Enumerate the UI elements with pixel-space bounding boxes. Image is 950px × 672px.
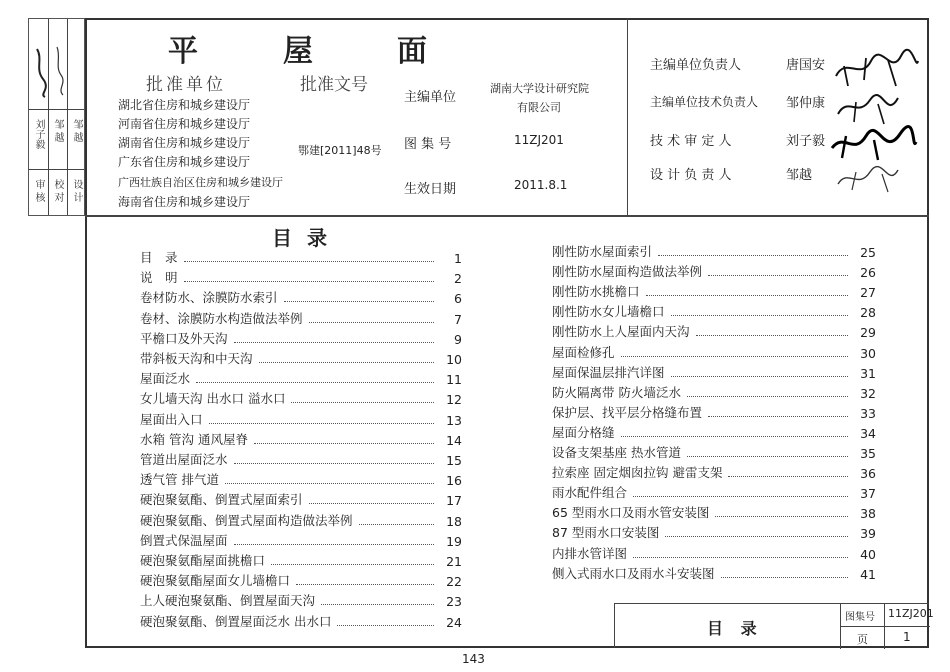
toc-row [140, 268, 462, 286]
toc-leader-dots [184, 261, 434, 262]
name-chief-unit-head: 唐国安 [786, 58, 826, 73]
toc-row [552, 564, 876, 582]
toc-leader-dots [728, 476, 848, 477]
toc-leader-dots [633, 557, 848, 558]
role-design-head: 设 计 负 责 人 [650, 168, 732, 183]
toc-entry-label: 卷材、涂膜防水构造做法举例 [140, 310, 303, 326]
toc-entry-label: 水箱 管沟 通风屋脊 [140, 431, 248, 447]
toc-leader-dots [291, 402, 434, 403]
toc-entry-page: 6 [454, 291, 462, 307]
toc-entry-page: 16 [446, 473, 462, 489]
atlas-no-label: 图 集 号 [404, 137, 452, 152]
toc-row [552, 523, 876, 541]
toc-row [552, 463, 876, 481]
approval-doc-label: 批准文号 [300, 75, 368, 95]
toc-entry-label: 平檐口及外天沟 [140, 330, 228, 346]
toc-entry-label: 刚性防水挑檐口 [552, 284, 640, 300]
toc-leader-dots [225, 483, 434, 484]
toc-entry-page: 32 [860, 385, 876, 401]
toc-entry-label: 目 录 [140, 250, 178, 265]
approval-unit-6: 海南省住房和城乡建设厅 [118, 195, 251, 209]
name-technical-reviewer: 刘子毅 [786, 134, 826, 149]
toc-entry-label: 屋面泛水 [140, 371, 191, 387]
toc-row [140, 410, 462, 428]
approval-unit-1: 湖北省住房和城乡建设厅 [118, 98, 251, 112]
toc-row [140, 309, 462, 327]
toc-leader-dots [646, 295, 848, 296]
toc-row [552, 483, 876, 501]
toc-leader-dots [708, 416, 848, 417]
approval-unit-label: 批准单位 [146, 75, 226, 95]
effective-date-value: 2011.8.1 [514, 178, 568, 192]
toc-entry-page: 1 [454, 251, 462, 266]
name-tech-head: 邹仲康 [786, 96, 826, 111]
toc-entry-label: 透气管 排气道 [140, 472, 219, 488]
toc-leader-dots [254, 443, 434, 444]
title-char-2: 屋 [283, 34, 313, 69]
toc-row [552, 363, 876, 381]
toc-entry-page: 34 [860, 425, 876, 441]
toc-leader-dots [209, 423, 434, 424]
toc-title: 目 录 [272, 226, 331, 250]
toc-entry-label: 侧入式雨水口及雨水斗安装图 [552, 565, 715, 581]
toc-leader-dots [196, 382, 434, 383]
toc-row [140, 389, 462, 407]
toc-row [140, 551, 462, 569]
toc-entry-label: 87 型雨水口安装图 [552, 525, 660, 541]
toc-row [552, 343, 876, 361]
approval-unit-4: 广东省住房和城乡建设厅 [118, 155, 251, 169]
chief-unit-value-2: 有限公司 [517, 101, 561, 114]
toc-entry-label: 刚性防水上人屋面内天沟 [552, 324, 690, 340]
toc-row [552, 383, 876, 401]
toc-leader-dots [284, 301, 434, 302]
toc-row [552, 282, 876, 300]
toc-entry-label: 屋面分格缝 [552, 424, 615, 440]
toc-entry-label: 刚性防水屋面索引 [552, 244, 653, 259]
toc-entry-page: 27 [860, 285, 876, 301]
header-divider [627, 18, 628, 216]
toc-row [140, 470, 462, 488]
toc-entry-label: 刚性防水女儿墙檐口 [552, 304, 665, 320]
toc-leader-dots [687, 396, 848, 397]
toc-entry-page: 36 [860, 466, 876, 482]
toc-entry-page: 39 [860, 526, 876, 542]
toc-row [552, 443, 876, 461]
toc-entry-page: 35 [860, 446, 876, 461]
approval-doc-no: 鄂建[2011]48号 [298, 144, 382, 157]
toc-entry-page: 25 [860, 245, 876, 260]
title-block-atlas-label: 图集号 [845, 612, 875, 623]
toc-row [140, 571, 462, 589]
title-block [614, 603, 934, 648]
toc-row [552, 302, 876, 320]
toc-entry-label: 上人硬泡聚氨酯、倒置屋面天沟 [140, 593, 316, 609]
toc-entry-page: 18 [446, 513, 462, 529]
toc-entry-label: 管道出屋面泛水 [140, 452, 228, 467]
toc-entry-page: 40 [860, 546, 876, 562]
toc-entry-page: 30 [860, 345, 876, 361]
toc-row [140, 248, 462, 266]
toc-row [140, 531, 462, 549]
toc-entry-page: 11 [446, 372, 462, 388]
toc-row [140, 591, 462, 609]
toc-leader-dots [309, 322, 434, 323]
toc-row [552, 322, 876, 340]
toc-entry-page: 12 [446, 392, 462, 408]
strip-label-design: 设 计 [71, 179, 82, 203]
toc-leader-dots [658, 255, 848, 256]
strip-name-design: 邹 越 [71, 119, 82, 143]
toc-row [552, 403, 876, 421]
toc-entry-label: 65 型雨水口及雨水管安装图 [552, 505, 710, 521]
toc-leader-dots [721, 577, 848, 578]
toc-leader-dots [621, 356, 848, 357]
toc-leader-dots [621, 436, 848, 437]
toc-leader-dots [271, 564, 434, 565]
toc-entry-page: 9 [454, 331, 462, 347]
toc-leader-dots [321, 604, 434, 605]
toc-leader-dots [359, 524, 434, 525]
toc-entry-page: 26 [860, 265, 876, 281]
toc-entry-label: 设备支架基座 热水管道 [552, 445, 681, 460]
title-char-3: 面 [397, 34, 427, 69]
title-char-1: 平 [168, 34, 198, 69]
toc-entry-page: 24 [446, 614, 462, 630]
approval-unit-5: 广西壮族自治区住房和城乡建设厅 [118, 176, 283, 189]
toc-entry-page: 19 [446, 533, 462, 549]
toc-entry-page: 13 [446, 412, 462, 428]
toc-row [552, 423, 876, 441]
title-block-page-value: 1 [903, 630, 911, 644]
toc-leader-dots [234, 544, 434, 545]
toc-entry-page: 29 [860, 325, 876, 341]
toc-entry-page: 28 [860, 305, 876, 321]
toc-entry-page: 22 [446, 574, 462, 590]
toc-entry-label: 内排水管详图 [552, 545, 628, 561]
toc-leader-dots [259, 362, 434, 363]
toc-row [140, 430, 462, 448]
toc-row [552, 242, 876, 260]
toc-row [140, 369, 462, 387]
toc-entry-page: 2 [454, 271, 462, 287]
toc-entry-page: 41 [860, 566, 876, 582]
toc-entry-page: 10 [446, 352, 462, 367]
toc-leader-dots [687, 456, 848, 457]
toc-entry-label: 硬泡聚氨酯、倒置屋面泛水 出水口 [140, 613, 332, 629]
toc-leader-dots [296, 584, 434, 585]
effective-date-label: 生效日期 [404, 182, 457, 197]
toc-entry-page: 21 [446, 554, 462, 569]
toc-leader-dots [696, 335, 848, 336]
role-technical-reviewer: 技 术 审 定 人 [650, 134, 732, 149]
toc-entry-page: 37 [860, 486, 876, 502]
toc-leader-dots [633, 496, 848, 497]
title-block-atlas-value: 11ZJ201 [888, 607, 934, 620]
toc-entry-page: 33 [860, 405, 876, 421]
toc-entry-label: 硬泡聚氨酯屋面挑檐口 [140, 553, 266, 568]
toc-row [552, 503, 876, 521]
toc-leader-dots [234, 463, 434, 464]
toc-row [140, 288, 462, 306]
role-tech-head: 主编单位技术负责人 [650, 95, 759, 109]
toc-row [140, 490, 462, 508]
toc-row [140, 612, 462, 630]
toc-leader-dots [708, 275, 848, 276]
toc-leader-dots [309, 503, 434, 504]
toc-row [140, 511, 462, 529]
toc-entry-label: 屋面检修孔 [552, 344, 615, 360]
toc-leader-dots [184, 281, 434, 282]
title-block-page-label: 页 [857, 633, 868, 646]
toc-entry-label: 带斜板天沟和中天沟 [140, 351, 253, 366]
header-bottom-line [85, 215, 929, 217]
toc-entry-page: 15 [446, 453, 462, 468]
signatures-image [826, 36, 926, 196]
toc-entry-page: 38 [860, 506, 876, 522]
toc-entry-label: 硬泡聚氨酯屋面女儿墙檐口 [140, 573, 291, 589]
toc-entry-page: 7 [454, 311, 462, 327]
strip-label-review: 审 核 [33, 179, 44, 203]
chief-unit-value-1: 湖南大学设计研究院 [490, 82, 589, 95]
toc-leader-dots [715, 516, 848, 517]
atlas-no-value: 11ZJ201 [514, 133, 564, 147]
toc-leader-dots [234, 342, 434, 343]
toc-entry-label: 屋面出入口 [140, 411, 203, 427]
strip-name-review: 刘子毅 [33, 119, 44, 149]
role-chief-unit-head: 主编单位负责人 [650, 58, 742, 73]
toc-entry-page: 23 [446, 594, 462, 610]
toc-entry-label: 防火隔离带 防火墙泛水 [552, 384, 681, 400]
toc-leader-dots [337, 625, 434, 626]
toc-leader-dots [665, 536, 848, 537]
toc-entry-label: 女儿墙天沟 出水口 溢水口 [140, 391, 286, 407]
toc-entry-page: 14 [446, 432, 462, 448]
chief-unit-label: 主编单位 [404, 90, 457, 105]
toc-entry-label: 保护层、找平层分格缝布置 [552, 404, 703, 420]
toc-row [140, 349, 462, 367]
toc-row [140, 329, 462, 347]
toc-row [552, 262, 876, 280]
toc-entry-page: 31 [860, 365, 876, 381]
toc-entry-label: 刚性防水屋面构造做法举例 [552, 264, 703, 280]
toc-entry-label: 倒置式保温屋面 [140, 532, 228, 548]
toc-entry-label: 拉索座 固定烟囱拉钩 避雷支架 [552, 465, 723, 481]
toc-entry-label: 说 明 [140, 270, 178, 286]
page-number: 143 [462, 652, 485, 666]
toc-entry-label: 硬泡聚氨酯、倒置式屋面索引 [140, 492, 303, 508]
approval-unit-2: 河南省住房和城乡建设厅 [118, 117, 251, 131]
toc-row [552, 544, 876, 562]
strip-label-check: 校 对 [52, 179, 63, 203]
approval-unit-3: 湖南省住房和城乡建设厅 [118, 136, 251, 150]
title-block-name: 目 录 [707, 619, 763, 638]
toc-entry-page: 17 [446, 493, 462, 509]
toc-entry-label: 卷材防水、涂膜防水索引 [140, 290, 278, 306]
toc-row [140, 450, 462, 468]
toc-entry-label: 硬泡聚氨酯、倒置式屋面构造做法举例 [140, 512, 353, 528]
toc-entry-label: 雨水配件组合 [552, 485, 628, 501]
strip-signatures [31, 39, 83, 99]
toc-entry-label: 屋面保温层排汽详图 [552, 364, 665, 380]
name-design-head: 邹越 [786, 168, 813, 183]
strip-name-check: 邹 越 [52, 119, 63, 143]
binding-strip [28, 18, 85, 216]
toc-leader-dots [671, 376, 848, 377]
toc-leader-dots [671, 315, 848, 316]
